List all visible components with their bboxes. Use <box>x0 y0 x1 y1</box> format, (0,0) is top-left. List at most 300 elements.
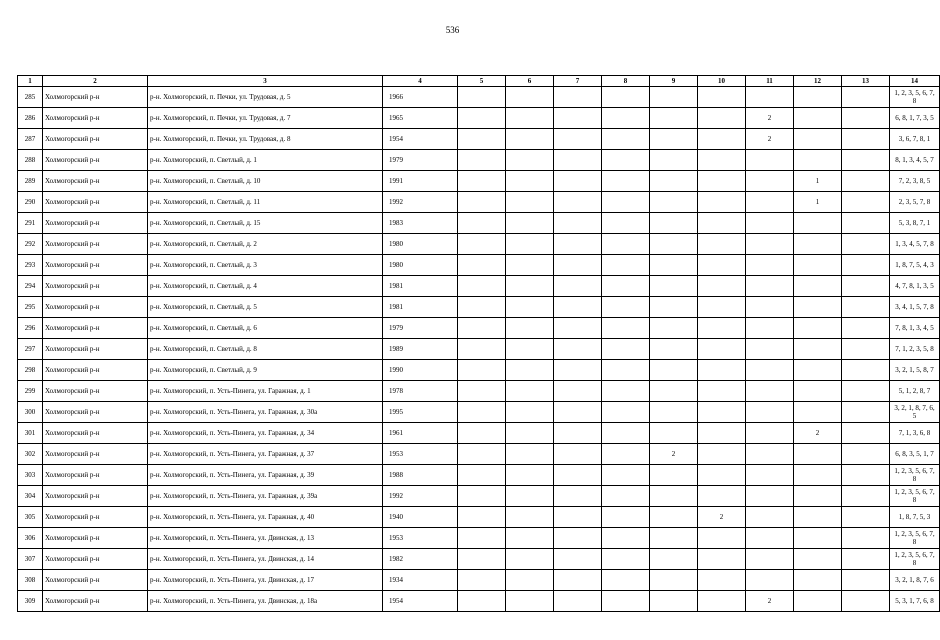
col10-cell <box>698 402 746 423</box>
col9-cell <box>650 339 698 360</box>
column-header: 5 <box>458 76 506 87</box>
year-cell: 1978 <box>383 381 458 402</box>
col5-cell <box>458 465 506 486</box>
col14-cell: 8, 1, 3, 4, 5, 7 <box>890 150 940 171</box>
col10-cell <box>698 108 746 129</box>
col8-cell <box>602 129 650 150</box>
col7-cell <box>554 486 602 507</box>
district-cell: Холмогорский р-н <box>43 339 148 360</box>
col10-cell <box>698 381 746 402</box>
col9-cell <box>650 465 698 486</box>
col7-cell <box>554 549 602 570</box>
col14-cell: 5, 3, 8, 7, 1 <box>890 213 940 234</box>
col6-cell <box>506 381 554 402</box>
table-row <box>18 297 940 318</box>
address-cell: р-н. Холмогорский, п. Светлый, д. 8 <box>148 339 383 360</box>
col9-cell <box>650 402 698 423</box>
row-number: 287 <box>18 129 43 150</box>
address-cell: р-н. Холмогорский, п. Усть-Пинега, ул. Гаражная, д. 34 <box>148 423 383 444</box>
col7-cell <box>554 171 602 192</box>
col11-cell: 2 <box>746 108 794 129</box>
col9-cell <box>650 255 698 276</box>
table-row <box>18 213 940 234</box>
col11-cell <box>746 528 794 549</box>
col10-cell <box>698 87 746 108</box>
col10-cell <box>698 423 746 444</box>
col6-cell <box>506 507 554 528</box>
col13-cell <box>842 465 890 486</box>
year-cell: 1961 <box>383 423 458 444</box>
year-cell: 1953 <box>383 528 458 549</box>
col10-cell <box>698 591 746 612</box>
col12-cell: 2 <box>794 423 842 444</box>
col10-cell <box>698 528 746 549</box>
col10-cell <box>698 486 746 507</box>
col12-cell <box>794 444 842 465</box>
col8-cell <box>602 234 650 255</box>
address-cell: р-н. Холмогорский, п. Светлый, д. 1 <box>148 150 383 171</box>
col13-cell <box>842 192 890 213</box>
row-number: 299 <box>18 381 43 402</box>
district-cell: Холмогорский р-н <box>43 423 148 444</box>
col14-cell: 3, 6, 7, 8, 1 <box>890 129 940 150</box>
address-cell: р-н. Холмогорский, п. Светлый, д. 4 <box>148 276 383 297</box>
col11-cell <box>746 486 794 507</box>
address-cell: р-н. Холмогорский, п. Светлый, д. 6 <box>148 318 383 339</box>
col11-cell <box>746 213 794 234</box>
row-number: 296 <box>18 318 43 339</box>
table-row <box>18 234 940 255</box>
col14-cell: 2, 3, 5, 7, 8 <box>890 192 940 213</box>
col5-cell <box>458 129 506 150</box>
col5-cell <box>458 87 506 108</box>
address-cell: р-н. Холмогорский, п. Светлый, д. 3 <box>148 255 383 276</box>
col14-cell: 6, 8, 1, 7, 3, 5 <box>890 108 940 129</box>
col14-cell: 7, 2, 3, 8, 5 <box>890 171 940 192</box>
year-cell: 1940 <box>383 507 458 528</box>
col12-cell <box>794 318 842 339</box>
col11-cell <box>746 255 794 276</box>
col14-cell: 6, 8, 3, 5, 1, 7 <box>890 444 940 465</box>
col7-cell <box>554 276 602 297</box>
col13-cell <box>842 570 890 591</box>
address-cell: р-н. Холмогорский, п. Светлый, д. 2 <box>148 234 383 255</box>
col5-cell <box>458 318 506 339</box>
col9-cell <box>650 591 698 612</box>
column-header: 4 <box>383 76 458 87</box>
col8-cell <box>602 591 650 612</box>
col10-cell <box>698 150 746 171</box>
district-cell: Холмогорский р-н <box>43 108 148 129</box>
district-cell: Холмогорский р-н <box>43 255 148 276</box>
row-number: 290 <box>18 192 43 213</box>
address-cell: р-н. Холмогорский, п. Усть-Пинега, ул. Двинская, д. 18а <box>148 591 383 612</box>
col12-cell <box>794 150 842 171</box>
col7-cell <box>554 465 602 486</box>
col6-cell <box>506 423 554 444</box>
column-header: 11 <box>746 76 794 87</box>
col8-cell <box>602 150 650 171</box>
col7-cell <box>554 108 602 129</box>
col8-cell <box>602 360 650 381</box>
col5-cell <box>458 549 506 570</box>
address-cell: р-н. Холмогорский, п. Светлый, д. 10 <box>148 171 383 192</box>
table-row <box>18 171 940 192</box>
col14-cell: 3, 2, 1, 5, 8, 7 <box>890 360 940 381</box>
col5-cell <box>458 255 506 276</box>
row-number: 304 <box>18 486 43 507</box>
col5-cell <box>458 276 506 297</box>
col8-cell <box>602 444 650 465</box>
address-cell: р-н. Холмогорский, п. Усть-Пинега, ул. Двинская, д. 17 <box>148 570 383 591</box>
col9-cell <box>650 213 698 234</box>
col5-cell <box>458 192 506 213</box>
col10-cell <box>698 297 746 318</box>
address-cell: р-н. Холмогорский, п. Усть-Пинега, ул. Гаражная, д. 37 <box>148 444 383 465</box>
col14-cell: 1, 2, 3, 5, 6, 7, 8 <box>890 549 940 570</box>
col6-cell <box>506 486 554 507</box>
col6-cell <box>506 402 554 423</box>
col5-cell <box>458 171 506 192</box>
col9-cell: 2 <box>650 444 698 465</box>
col8-cell <box>602 87 650 108</box>
col14-cell: 3, 4, 1, 5, 7, 8 <box>890 297 940 318</box>
col9-cell <box>650 423 698 444</box>
year-cell: 1965 <box>383 108 458 129</box>
col9-cell <box>650 297 698 318</box>
col6-cell <box>506 591 554 612</box>
col9-cell <box>650 486 698 507</box>
col9-cell <box>650 528 698 549</box>
col11-cell: 2 <box>746 591 794 612</box>
table-row <box>18 276 940 297</box>
col12-cell <box>794 108 842 129</box>
district-cell: Холмогорский р-н <box>43 486 148 507</box>
district-cell: Холмогорский р-н <box>43 129 148 150</box>
col5-cell <box>458 150 506 171</box>
col5-cell <box>458 297 506 318</box>
column-header: 7 <box>554 76 602 87</box>
table-row <box>18 339 940 360</box>
district-cell: Холмогорский р-н <box>43 402 148 423</box>
col13-cell <box>842 150 890 171</box>
col12-cell <box>794 129 842 150</box>
year-cell: 1953 <box>383 444 458 465</box>
col10-cell <box>698 129 746 150</box>
table-row <box>18 318 940 339</box>
row-number: 288 <box>18 150 43 171</box>
col5-cell <box>458 507 506 528</box>
col12-cell <box>794 591 842 612</box>
col7-cell <box>554 150 602 171</box>
col14-cell: 5, 1, 2, 8, 7 <box>890 381 940 402</box>
col13-cell <box>842 444 890 465</box>
table-row <box>18 255 940 276</box>
col6-cell <box>506 360 554 381</box>
col11-cell <box>746 570 794 591</box>
col8-cell <box>602 171 650 192</box>
col11-cell <box>746 87 794 108</box>
column-header: 3 <box>148 76 383 87</box>
col8-cell <box>602 297 650 318</box>
address-cell: р-н. Холмогорский, п. Усть-Пинега, ул. Гаражная, д. 40 <box>148 507 383 528</box>
year-cell: 1954 <box>383 129 458 150</box>
col7-cell <box>554 339 602 360</box>
col9-cell <box>650 507 698 528</box>
col12-cell <box>794 507 842 528</box>
col6-cell <box>506 234 554 255</box>
row-number: 294 <box>18 276 43 297</box>
district-cell: Холмогорский р-н <box>43 549 148 570</box>
col7-cell <box>554 297 602 318</box>
table-row <box>18 192 940 213</box>
row-number: 285 <box>18 87 43 108</box>
col12-cell <box>794 465 842 486</box>
col10-cell <box>698 570 746 591</box>
col13-cell <box>842 360 890 381</box>
col6-cell <box>506 213 554 234</box>
year-cell: 1981 <box>383 297 458 318</box>
column-header: 12 <box>794 76 842 87</box>
col9-cell <box>650 549 698 570</box>
col10-cell <box>698 255 746 276</box>
col12-cell <box>794 234 842 255</box>
col5-cell <box>458 381 506 402</box>
col12-cell: 1 <box>794 171 842 192</box>
col14-cell: 7, 1, 3, 6, 8 <box>890 423 940 444</box>
district-cell: Холмогорский р-н <box>43 570 148 591</box>
col6-cell <box>506 528 554 549</box>
column-header: 14 <box>890 76 940 87</box>
col5-cell <box>458 360 506 381</box>
col11-cell <box>746 171 794 192</box>
year-cell: 1981 <box>383 276 458 297</box>
row-number: 292 <box>18 234 43 255</box>
col6-cell <box>506 318 554 339</box>
table-row <box>18 402 940 423</box>
col8-cell <box>602 465 650 486</box>
district-cell: Холмогорский р-н <box>43 234 148 255</box>
col12-cell <box>794 549 842 570</box>
col7-cell <box>554 570 602 591</box>
table-row <box>18 444 940 465</box>
col11-cell <box>746 234 794 255</box>
col11-cell <box>746 297 794 318</box>
col8-cell <box>602 570 650 591</box>
table-row <box>18 423 940 444</box>
col12-cell <box>794 255 842 276</box>
table-row <box>18 486 940 507</box>
row-number: 302 <box>18 444 43 465</box>
table-row <box>18 129 940 150</box>
col6-cell <box>506 465 554 486</box>
col6-cell <box>506 297 554 318</box>
district-cell: Холмогорский р-н <box>43 297 148 318</box>
col11-cell <box>746 276 794 297</box>
col8-cell <box>602 381 650 402</box>
col14-cell: 1, 2, 3, 5, 6, 7, 8 <box>890 87 940 108</box>
col10-cell <box>698 276 746 297</box>
col10-cell <box>698 192 746 213</box>
col9-cell <box>650 234 698 255</box>
col12-cell <box>794 570 842 591</box>
row-number: 300 <box>18 402 43 423</box>
col5-cell <box>458 486 506 507</box>
row-number: 295 <box>18 297 43 318</box>
col5-cell <box>458 528 506 549</box>
col5-cell <box>458 402 506 423</box>
col8-cell <box>602 402 650 423</box>
col14-cell: 3, 2, 1, 8, 7, 6 <box>890 570 940 591</box>
col6-cell <box>506 150 554 171</box>
col13-cell <box>842 213 890 234</box>
col12-cell <box>794 360 842 381</box>
col9-cell <box>650 360 698 381</box>
row-number: 307 <box>18 549 43 570</box>
district-cell: Холмогорский р-н <box>43 276 148 297</box>
page-number: 536 <box>445 25 460 35</box>
col8-cell <box>602 486 650 507</box>
col13-cell <box>842 528 890 549</box>
col14-cell: 5, 3, 1, 7, 6, 8 <box>890 591 940 612</box>
district-cell: Холмогорский р-н <box>43 465 148 486</box>
col7-cell <box>554 591 602 612</box>
col13-cell <box>842 423 890 444</box>
year-cell: 1934 <box>383 570 458 591</box>
col9-cell <box>650 381 698 402</box>
col8-cell <box>602 213 650 234</box>
year-cell: 1980 <box>383 234 458 255</box>
address-cell: р-н. Холмогорский, п. Светлый, д. 15 <box>148 213 383 234</box>
col13-cell <box>842 234 890 255</box>
col11-cell <box>746 423 794 444</box>
col12-cell <box>794 402 842 423</box>
year-cell: 1989 <box>383 339 458 360</box>
col13-cell <box>842 318 890 339</box>
col8-cell <box>602 423 650 444</box>
col13-cell <box>842 87 890 108</box>
district-cell: Холмогорский р-н <box>43 444 148 465</box>
col6-cell <box>506 339 554 360</box>
col6-cell <box>506 255 554 276</box>
row-number: 301 <box>18 423 43 444</box>
col10-cell <box>698 213 746 234</box>
district-cell: Холмогорский р-н <box>43 381 148 402</box>
row-number: 308 <box>18 570 43 591</box>
col7-cell <box>554 192 602 213</box>
address-cell: р-н. Холмогорский, п. Усть-Пинега, ул. Гаражная, д. 39а <box>148 486 383 507</box>
address-cell: р-н. Холмогорский, п. Светлый, д. 5 <box>148 297 383 318</box>
table-row <box>18 549 940 570</box>
table-row <box>18 507 940 528</box>
col6-cell <box>506 129 554 150</box>
col7-cell <box>554 507 602 528</box>
year-cell: 1992 <box>383 486 458 507</box>
table-row <box>18 465 940 486</box>
col7-cell <box>554 255 602 276</box>
year-cell: 1988 <box>383 465 458 486</box>
year-cell: 1983 <box>383 213 458 234</box>
col6-cell <box>506 108 554 129</box>
address-cell: р-н. Холмогорский, п. Светлый, д. 9 <box>148 360 383 381</box>
col7-cell <box>554 528 602 549</box>
col7-cell <box>554 381 602 402</box>
col7-cell <box>554 129 602 150</box>
col5-cell <box>458 108 506 129</box>
col13-cell <box>842 171 890 192</box>
col14-cell: 1, 3, 4, 5, 7, 8 <box>890 234 940 255</box>
district-cell: Холмогорский р-н <box>43 528 148 549</box>
col14-cell: 4, 7, 8, 1, 3, 5 <box>890 276 940 297</box>
district-cell: Холмогорский р-н <box>43 318 148 339</box>
col12-cell <box>794 87 842 108</box>
district-cell: Холмогорский р-н <box>43 87 148 108</box>
table-row <box>18 108 940 129</box>
address-cell: р-н. Холмогорский, п. Усть-Пинега, ул. Двинская, д. 14 <box>148 549 383 570</box>
col10-cell <box>698 234 746 255</box>
col14-cell: 7, 1, 2, 3, 5, 8 <box>890 339 940 360</box>
col7-cell <box>554 402 602 423</box>
address-cell: р-н. Холмогорский, п. Печки, ул. Трудовая, д. 8 <box>148 129 383 150</box>
district-cell: Холмогорский р-н <box>43 591 148 612</box>
district-cell: Холмогорский р-н <box>43 213 148 234</box>
row-number: 297 <box>18 339 43 360</box>
col12-cell <box>794 339 842 360</box>
col9-cell <box>650 129 698 150</box>
address-cell: р-н. Холмогорский, п. Усть-Пинега, ул. Гаражная, д. 39 <box>148 465 383 486</box>
col7-cell <box>554 213 602 234</box>
table-row <box>18 381 940 402</box>
column-header: 9 <box>650 76 698 87</box>
col10-cell <box>698 444 746 465</box>
col6-cell <box>506 87 554 108</box>
year-cell: 1954 <box>383 591 458 612</box>
district-cell: Холмогорский р-н <box>43 150 148 171</box>
col11-cell <box>746 192 794 213</box>
year-cell: 1992 <box>383 192 458 213</box>
col14-cell: 1, 2, 3, 5, 6, 7, 8 <box>890 528 940 549</box>
col12-cell <box>794 297 842 318</box>
year-cell: 1979 <box>383 318 458 339</box>
column-header: 2 <box>43 76 148 87</box>
column-header: 6 <box>506 76 554 87</box>
col14-cell: 1, 2, 3, 5, 6, 7, 8 <box>890 486 940 507</box>
register-table <box>17 75 940 612</box>
col14-cell: 3, 2, 1, 8, 7, 6, 5 <box>890 402 940 423</box>
row-number: 309 <box>18 591 43 612</box>
col6-cell <box>506 570 554 591</box>
col9-cell <box>650 171 698 192</box>
row-number: 303 <box>18 465 43 486</box>
col13-cell <box>842 108 890 129</box>
col7-cell <box>554 360 602 381</box>
col8-cell <box>602 276 650 297</box>
table-row <box>18 591 940 612</box>
col5-cell <box>458 339 506 360</box>
row-number: 305 <box>18 507 43 528</box>
col13-cell <box>842 339 890 360</box>
col14-cell: 1, 2, 3, 5, 6, 7, 8 <box>890 465 940 486</box>
address-cell: р-н. Холмогорский, п. Усть-Пинега, ул. Гаражная, д. 1 <box>148 381 383 402</box>
col12-cell <box>794 276 842 297</box>
row-number: 293 <box>18 255 43 276</box>
col9-cell <box>650 276 698 297</box>
col7-cell <box>554 444 602 465</box>
col14-cell: 7, 8, 1, 3, 4, 5 <box>890 318 940 339</box>
district-cell: Холмогорский р-н <box>43 171 148 192</box>
row-number: 289 <box>18 171 43 192</box>
col12-cell <box>794 528 842 549</box>
